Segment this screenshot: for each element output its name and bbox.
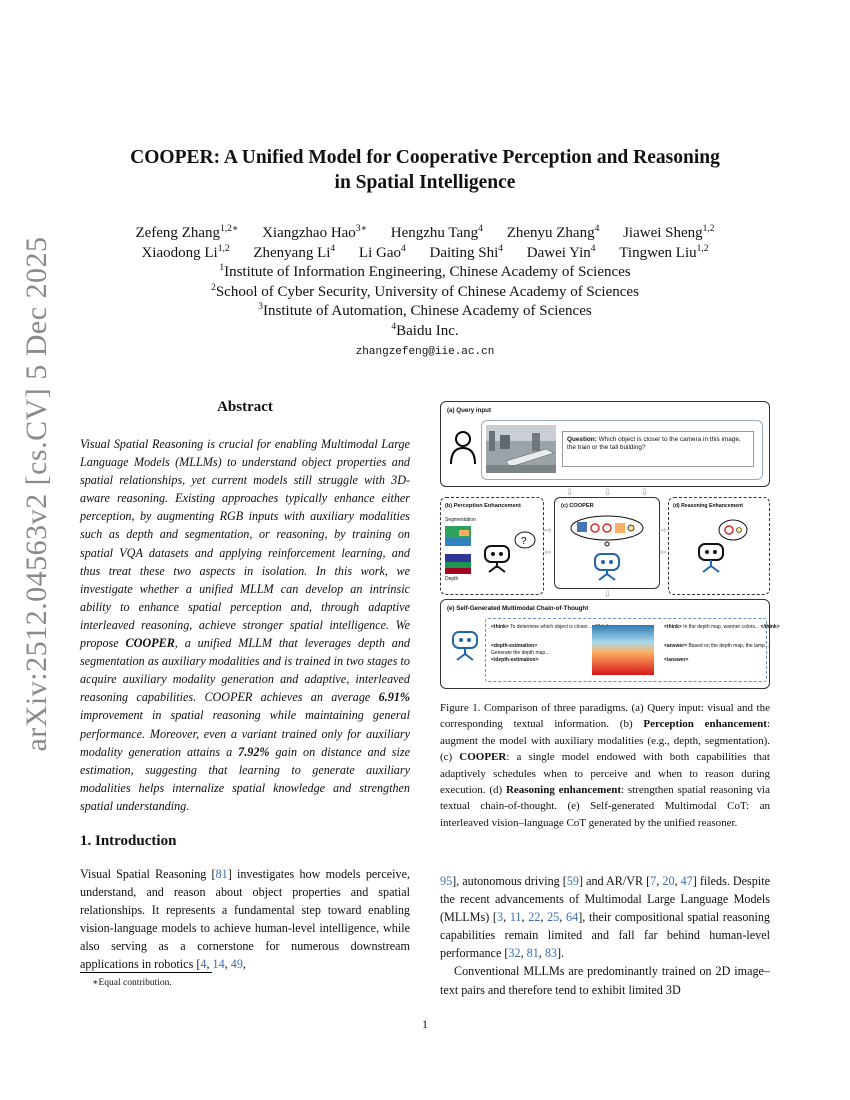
affiliation: $^3$Institute of Automation, Chinese Academy of Sciences [258, 302, 592, 319]
query-content [481, 420, 763, 480]
query-input-panel [440, 401, 770, 487]
cot-robot-icon [451, 630, 479, 664]
user-icon [449, 430, 477, 466]
segmentation-label: Segmentation [445, 517, 476, 523]
paper-title [0, 145, 850, 195]
citation-link[interactable]: 59 [566, 874, 579, 888]
intro-continuation [440, 872, 770, 999]
citation-link[interactable]: 22 [528, 910, 541, 925]
answer-step: <answer> Based on the depth map, the lamp... [664, 643, 770, 649]
footnote-rule [80, 972, 212, 973]
citation-link[interactable]: 3 [496, 910, 504, 925]
citation-link[interactable]: 14 [212, 957, 225, 972]
citation-link[interactable]: 81 [526, 946, 539, 961]
panel-e-label: (e) Self-Generated Multimodal Chain-of-Thought [447, 605, 589, 612]
author: Xiaodong Li$^{1,2}$ [141, 243, 230, 261]
citation-link[interactable]: 83 [544, 946, 557, 961]
reasoning-robot-icon [693, 518, 753, 578]
train-photo [486, 425, 556, 473]
figure-1-caption: Figure 1. Comparison of three paradigms. (a) Query input: visual and the corresponding textual information. (b) Perception enhancement: augment the model with auxiliary modalities (e.g., depth, segmentation). (c) COOPER: a single model endowed with both capabilities that adaptively schedules when to perceive and when to reason during execution. (d) Reasoning enhancement: strengthen spatial reasoning via textual chain-of-thought. (e) Self-generated Multimodal CoT: an interleaved vision–language CoT generated by the unified reasoner. [440, 702, 770, 829]
contact-email[interactable]: zhangzefeng@iie.ac.cn [355, 346, 495, 358]
author: Zefeng Zhang$^{1,2∗}$ [135, 224, 239, 241]
author: Li Gao$^4$ [358, 243, 406, 261]
arrow-down-icon: ⇩ [566, 487, 574, 497]
abstract-heading: Abstract [217, 399, 273, 415]
panel-b-label: (b) Perception Enhancement [445, 503, 521, 509]
depth-estimation-close: </depth-estimation> [491, 657, 539, 663]
author: Xiangzhao Hao$^{3∗}$ [262, 224, 368, 241]
figure-1 [440, 399, 780, 689]
arrow-down-icon: ⇩ [604, 589, 612, 599]
author: Daiting Shi$^4$ [429, 243, 503, 261]
cooper-panel [554, 497, 660, 589]
citation-link[interactable]: 81 [215, 867, 228, 881]
title-line-2: in Spatial Intelligence [334, 172, 516, 193]
affiliation: $^4$Baidu Inc. [391, 321, 459, 339]
depth-label: Depth [445, 576, 459, 582]
author: Tingwen Liu$^{1,2}$ [619, 243, 709, 261]
abstract-body: Visual Spatial Reasoning is crucial for enabling Multimodal Large Language Models (MLLMs) to understand object properties and spatial relationships, yet current models still struggle with 3D-aware reasoning. Existing approaches typically enhance either perception, by augmenting RGB inputs with auxiliary modalities such as depth and segmentation, or reasoning, by training on spatial VQA datasets and applying reinforcement learning, and thus treat these two aspects in isolation. In this work, we investigate whether a unified MLLM can develop an intrinsic ability to enhance spatial perception and, through adaptive interleaved reasoning, achieve stronger spatial intelligence. We propose COOPER, a unified MLLM that leverages depth and segmentation as auxiliary modalities and is trained in two stages to acquire auxiliary modality generation and adaptive, interleaved reasoning capabilities. COOPER achieves an average 6.91% improvement in spatial reasoning while maintaining general performance. Moreover, even a variant trained only for auxiliary modality generation attains a 7.92% gain on distance and size estimation, suggesting that learning to generate auxiliary modalities helps internalize spatial knowledge and strengthen spatial understanding. [80, 437, 411, 813]
citation-link[interactable]: 32 [508, 946, 521, 961]
author-block [0, 224, 850, 341]
authors-line-2 [0, 244, 850, 264]
arrow-right-icon: ⇨ [544, 525, 552, 535]
question-box [562, 431, 754, 467]
arrow-left-icon: ⇦ [544, 547, 552, 557]
intro-paragraph-cont: 95], autonomous driving [59] and AR/VR [7, 20, 47] fileds. Despite the recent advancements of Multimodal Large Language Models (MLLMs) [3, 11, 22, 25, 64], their compositional spatial reasoning capabilities remain limited and fall far behind human-level performance [32, 81, 83]. [440, 874, 771, 961]
author: Zhenyang Li$^4$ [253, 243, 336, 261]
authors-line-1 [0, 224, 850, 244]
depth-estimation-tag: <depth-estimation> [491, 643, 538, 649]
answer-close: </answer> [664, 657, 689, 663]
citation-link[interactable]: 49 [230, 957, 243, 972]
citation-link[interactable]: 4 [200, 957, 207, 972]
citation-link[interactable]: 95 [440, 874, 453, 888]
panel-d-label: (d) Reasoning Enhancement [673, 503, 744, 509]
affiliation: $^2$School of Cyber Security, University of Chinese Academy of Sciences [211, 282, 639, 300]
reasoning-enhancement-panel [668, 497, 770, 595]
intro-paragraph-2: Conventional MLLMs are predominantly trained on 2D image–text pairs and therefore tend to exhibit limited 3D [440, 964, 770, 997]
cooper-robot-thinking-icon [567, 514, 647, 584]
arrow-down-icon: ⇩ [641, 487, 649, 497]
arrow-right-icon: ⇨ [659, 525, 667, 535]
citation-link[interactable]: 11 [509, 910, 522, 925]
depth-map [445, 554, 471, 574]
citation-link[interactable]: 7 [650, 874, 657, 888]
page-number: 1 [422, 1017, 428, 1031]
generated-depth-map [592, 625, 654, 675]
think-step-2: <think> In the depth map, warmer colors... </think> [664, 624, 780, 630]
think-step-1: <think> To determine which object is closer... [491, 624, 592, 630]
perception-enhancement-panel [440, 497, 544, 595]
affiliation: $^1$Institute of Information Engineering, Chinese Academy of Sciences [219, 263, 631, 280]
arrow-left-icon: ⇦ [659, 547, 667, 557]
depth-estimation-text: Generate the depth map... [491, 650, 550, 656]
robot-icon [481, 530, 537, 574]
panel-a-label: (a) Query input [447, 407, 492, 414]
title-line-1: COOPER: A Unified Model for Cooperative Perception and Reasoning [130, 147, 720, 168]
author: Hengzhu Tang$^4$ [390, 224, 483, 241]
citation-link[interactable]: 47 [680, 874, 693, 888]
author: Dawei Yin$^4$ [526, 243, 596, 261]
footnote: ∗Equal contribution. [92, 978, 172, 988]
panel-c-label: (c) COOPER [561, 503, 594, 509]
citation-link[interactable]: 25 [547, 910, 560, 925]
segmentation-map [445, 526, 471, 546]
author: Jiawei Sheng$^{1,2}$ [623, 224, 715, 241]
cot-content [485, 618, 780, 682]
multimodal-cot-panel [440, 599, 780, 689]
svg-text:?: ? [521, 536, 527, 547]
question-text: Question: Which object is closer to the camera in this image, the train or the tall building? [567, 436, 741, 451]
intro-paragraph: Visual Spatial Reasoning [81] investigates how models perceive, understand, and reason about object properties and spatial relationships. It represents a fundamental step toward enabling vision-language models to achieve human-level intelligence, while also serving as a cornerstone for numerous downstream applications in robotics [4, 14, 49, [80, 867, 410, 972]
arrow-down-icon: ⇩ [604, 487, 612, 497]
citation-link[interactable]: 64 [566, 910, 579, 925]
arxiv-identifier: arXiv:2512.04563v2 [cs.CV] 5 Dec 2025 [20, 236, 53, 752]
section-heading-introduction: 1. Introduction [80, 833, 177, 849]
citation-link[interactable]: 20 [662, 874, 675, 888]
author: Zhenyu Zhang$^4$ [506, 224, 600, 241]
arxiv-sidebar-id [20, 236, 53, 752]
